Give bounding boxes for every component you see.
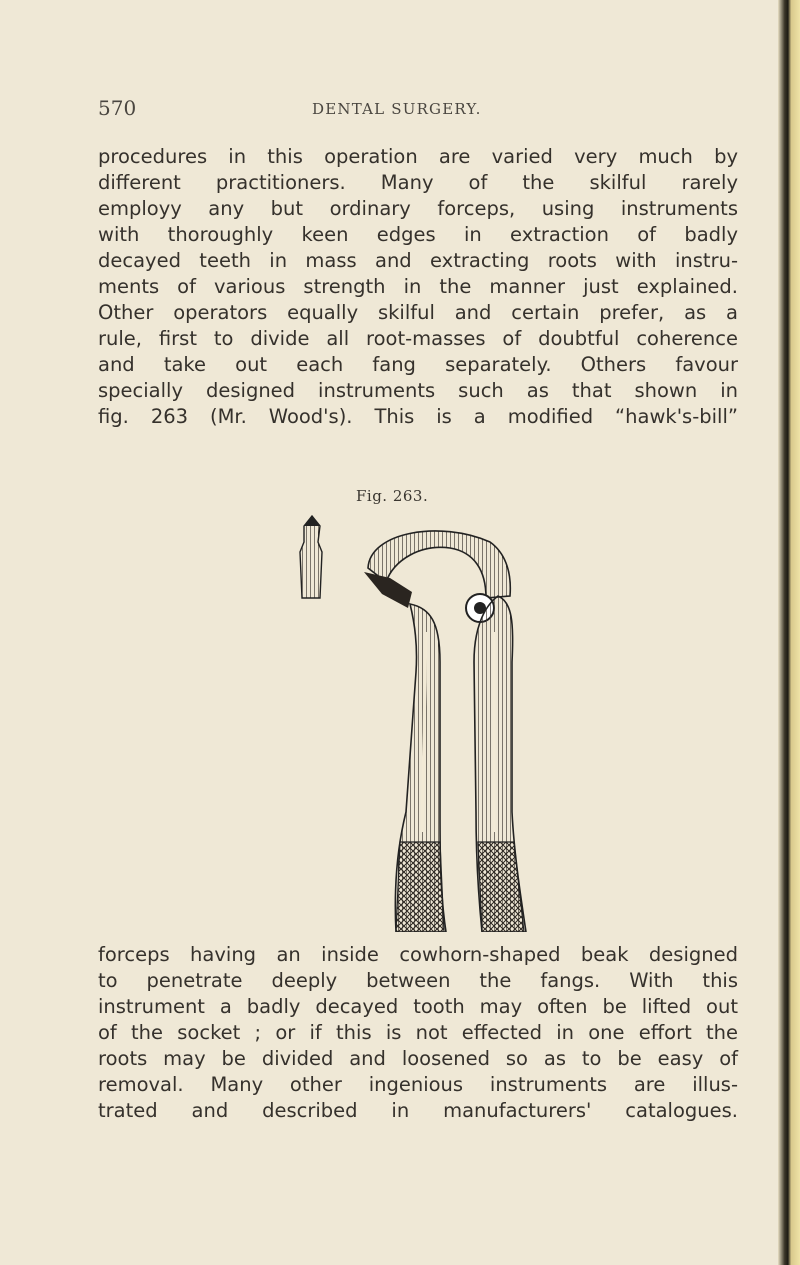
text-line: of the socket ; or if this is not effected in one effort the: [98, 1021, 738, 1044]
text-line: instrument a badly decayed tooth may often be lifted out: [98, 995, 738, 1018]
text-line: decayed teeth in mass and extracting roots with instru-: [98, 249, 738, 272]
text-line: forceps having an inside cowhorn-shaped beak designed: [98, 943, 738, 966]
text-line: ments of various strength in the manner just explained.: [98, 275, 738, 298]
running-title: DENTAL SURGERY.: [312, 100, 482, 118]
text-line: employy any but ordinary forceps, using instruments: [98, 197, 738, 220]
page-number: 570: [98, 96, 137, 120]
text-line: fig. 263 (Mr. Wood's). This is a modified “hawk's-bill”: [98, 405, 738, 428]
text-line: and take out each fang separately. Others favour: [98, 353, 738, 376]
beak-detail-icon: [300, 516, 322, 598]
text-line: removal. Many other ingenious instruments are illus-: [98, 1073, 738, 1096]
figure-caption: Fig. 263.: [356, 487, 429, 505]
text-line: Other operators equally skilful and certain prefer, as a: [98, 301, 738, 324]
page-header: [98, 96, 698, 126]
text-line: specially designed instruments such as that shown in: [98, 379, 738, 402]
text-line: trated and described in manufacturers' catalogues.: [98, 1099, 738, 1122]
text-line: rule, first to divide all root-masses of doubtful coherence: [98, 327, 738, 350]
text-line: roots may be divided and loosened so as to be easy of: [98, 1047, 738, 1070]
forceps-illustration: [290, 512, 540, 932]
text-line: different practitioners. Many of the skilful rarely: [98, 171, 738, 194]
paragraph-top: [98, 144, 738, 430]
text-line: with thoroughly keen edges in extraction of badly: [98, 223, 738, 246]
page-edge: [778, 0, 800, 1265]
paragraph-bottom: [98, 942, 738, 1124]
text-line: to penetrate deeply between the fangs. With this: [98, 969, 738, 992]
text-line: procedures in this operation are varied very much by: [98, 145, 738, 168]
